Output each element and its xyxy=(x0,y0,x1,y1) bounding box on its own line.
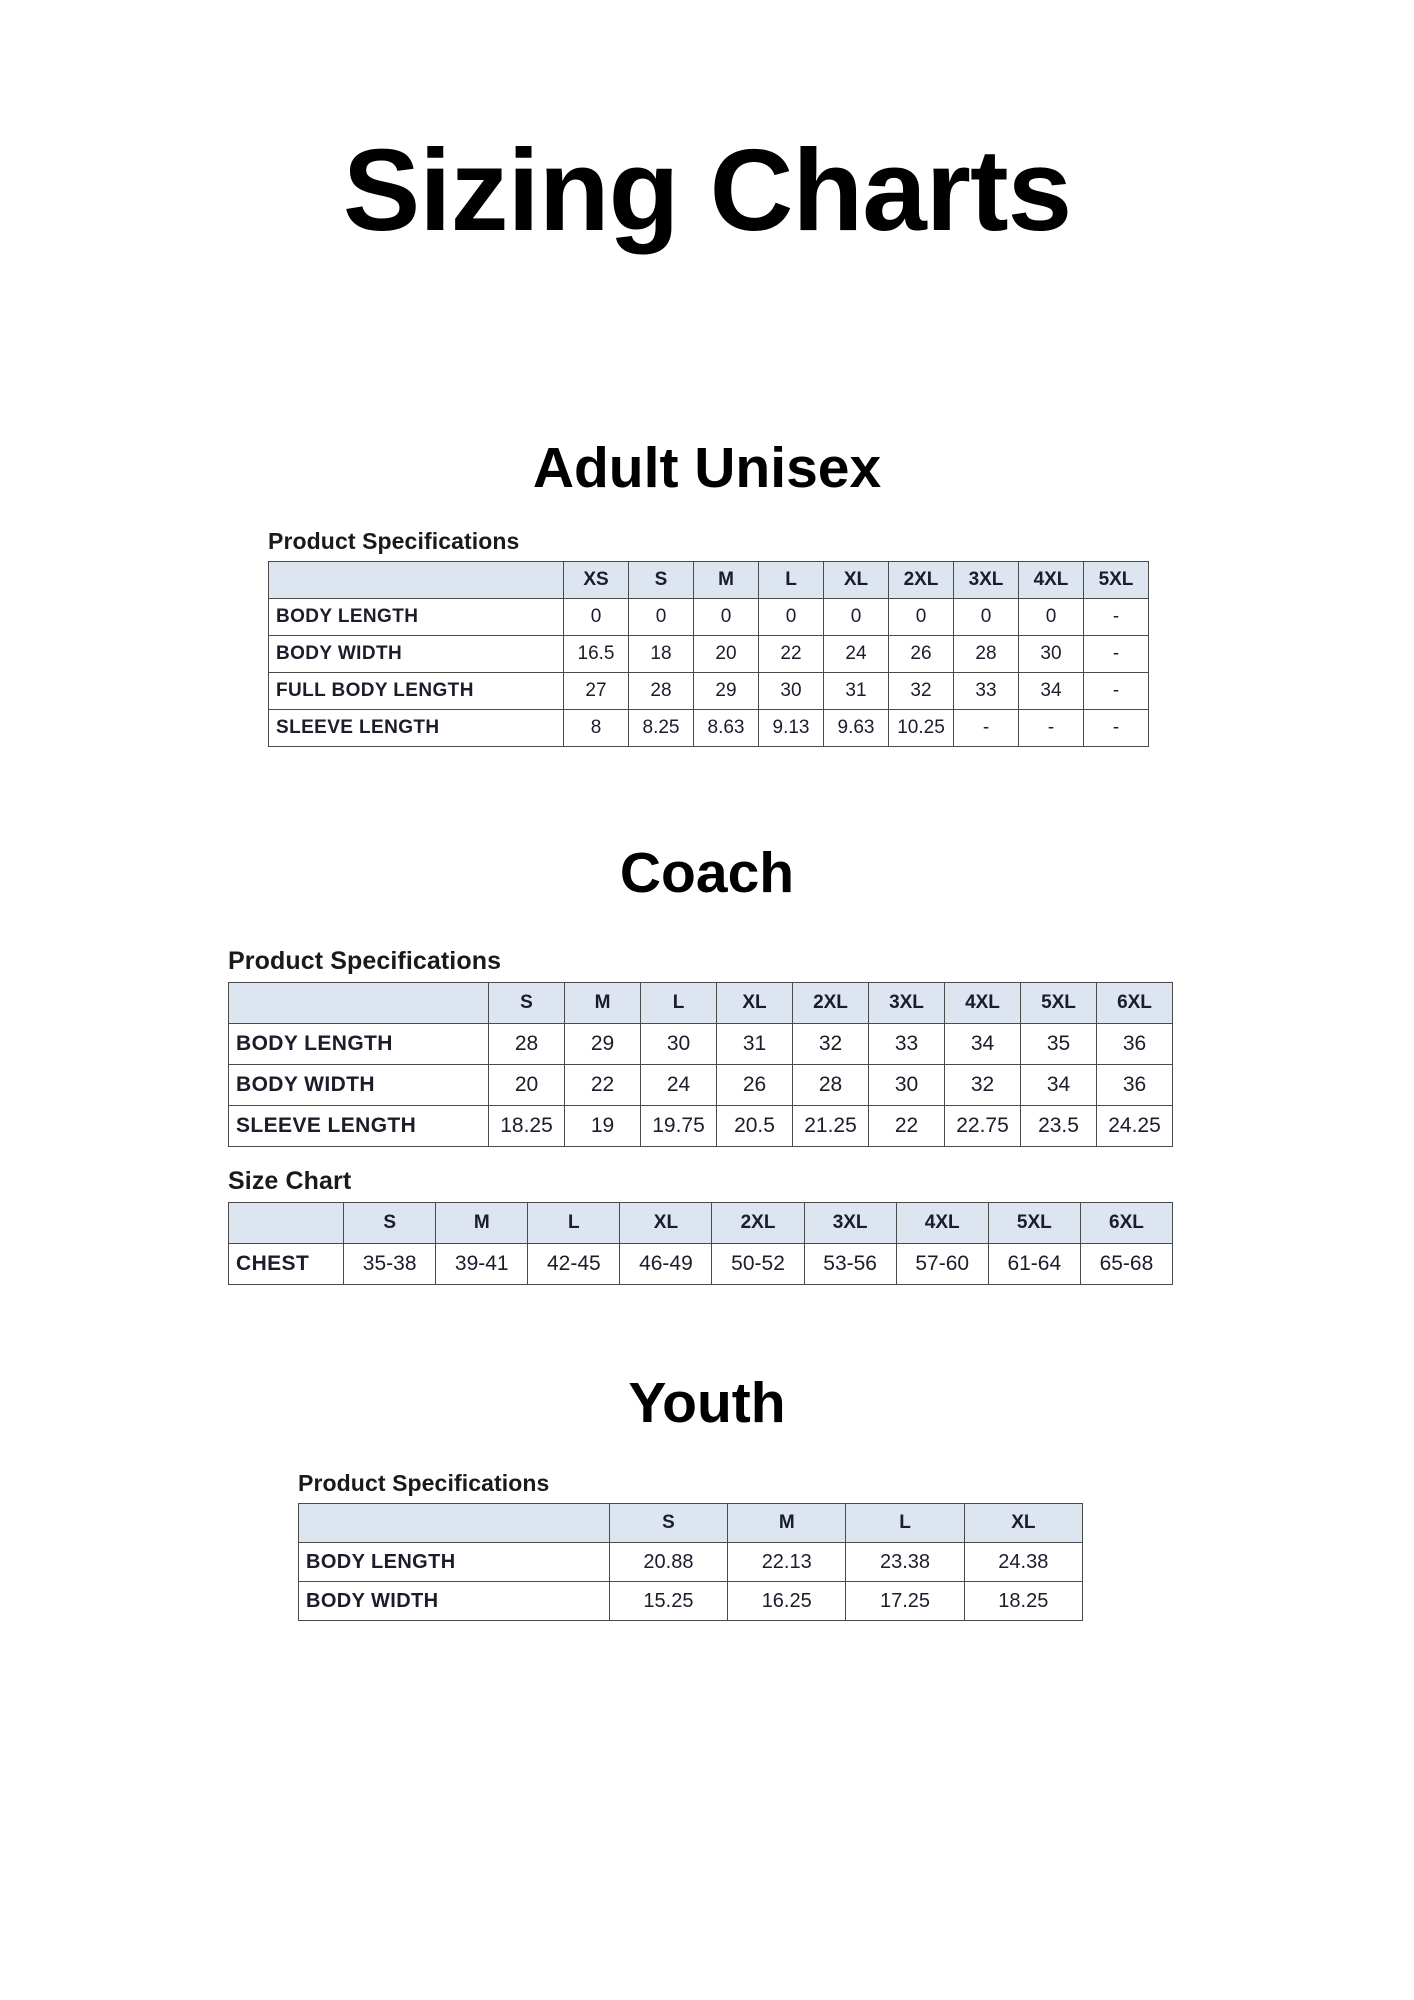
table-cell: 20 xyxy=(694,636,759,673)
table-cell: 0 xyxy=(1019,599,1084,636)
table-cell: 36 xyxy=(1097,1065,1173,1106)
table-cell: 20.88 xyxy=(609,1543,727,1582)
table-header-cell xyxy=(269,562,564,599)
table-cell: 30 xyxy=(869,1065,945,1106)
table-header-cell: 3XL xyxy=(804,1203,896,1244)
table-header-cell: 3XL xyxy=(954,562,1019,599)
row-label: BODY WIDTH xyxy=(269,636,564,673)
table-label-product-specifications-adult: Product Specifications xyxy=(268,528,520,554)
section-youth xyxy=(298,1470,1088,1621)
table-cell: 50-52 xyxy=(712,1244,804,1285)
table-adult-product-specifications xyxy=(268,561,1149,747)
table-row xyxy=(299,1543,1083,1582)
table-row xyxy=(229,1065,1173,1106)
table-cell: 8.25 xyxy=(629,710,694,747)
table-cell: 19 xyxy=(565,1106,641,1147)
table-youth-product-specifications xyxy=(298,1503,1083,1621)
table-cell: 32 xyxy=(945,1065,1021,1106)
table-cell: 22 xyxy=(565,1065,641,1106)
page-title: Sizing Charts xyxy=(342,125,1072,255)
table-row xyxy=(269,599,1149,636)
table-header-cell: L xyxy=(641,983,717,1024)
table-cell: 0 xyxy=(889,599,954,636)
table-cell: 21.25 xyxy=(793,1106,869,1147)
table-cell: 30 xyxy=(759,673,824,710)
row-label: SLEEVE LENGTH xyxy=(229,1106,489,1147)
table-cell: 61-64 xyxy=(988,1244,1080,1285)
table-cell: 10.25 xyxy=(889,710,954,747)
table-header-cell: 4XL xyxy=(896,1203,988,1244)
section-title-adult-unisex: Adult Unisex xyxy=(532,436,882,500)
table-cell: 34 xyxy=(945,1024,1021,1065)
table-cell: 28 xyxy=(489,1024,565,1065)
table-header-cell: S xyxy=(344,1203,436,1244)
table-cell: - xyxy=(1084,673,1149,710)
table-cell: 32 xyxy=(889,673,954,710)
table-header-cell: S xyxy=(629,562,694,599)
table-cell: 0 xyxy=(759,599,824,636)
table-row xyxy=(269,636,1149,673)
table-cell: 28 xyxy=(793,1065,869,1106)
table-cell: 0 xyxy=(629,599,694,636)
table-header-cell: 2XL xyxy=(889,562,954,599)
section-adult-unisex xyxy=(268,528,1148,747)
table-header-cell: M xyxy=(436,1203,528,1244)
table-header-cell: S xyxy=(489,983,565,1024)
row-label: CHEST xyxy=(229,1244,344,1285)
table-row xyxy=(299,1582,1083,1621)
table-header-cell: XL xyxy=(824,562,889,599)
table-header-cell: 5XL xyxy=(1084,562,1149,599)
table-coach-size-chart xyxy=(228,1202,1173,1285)
table-cell: 53-56 xyxy=(804,1244,896,1285)
table-header-cell: 5XL xyxy=(988,1203,1080,1244)
row-label: BODY LENGTH xyxy=(299,1543,610,1582)
table-cell: 28 xyxy=(954,636,1019,673)
table-cell: 15.25 xyxy=(609,1582,727,1621)
table-cell: 16.25 xyxy=(728,1582,846,1621)
table-cell: 27 xyxy=(564,673,629,710)
table-cell: 46-49 xyxy=(620,1244,712,1285)
table-cell: - xyxy=(954,710,1019,747)
table-header-row xyxy=(269,562,1149,599)
row-label: BODY LENGTH xyxy=(229,1024,489,1065)
table-cell: 18.25 xyxy=(964,1582,1082,1621)
table-cell: 8.63 xyxy=(694,710,759,747)
table-cell: 35-38 xyxy=(344,1244,436,1285)
table-header-cell: XL xyxy=(717,983,793,1024)
table-header-cell: 6XL xyxy=(1080,1203,1172,1244)
table-header-cell: L xyxy=(528,1203,620,1244)
row-label: FULL BODY LENGTH xyxy=(269,673,564,710)
table-cell: 26 xyxy=(889,636,954,673)
table-header-cell: 4XL xyxy=(945,983,1021,1024)
table-cell: 22 xyxy=(869,1106,945,1147)
table-cell: 26 xyxy=(717,1065,793,1106)
table-cell: 23.5 xyxy=(1021,1106,1097,1147)
table-cell: - xyxy=(1084,599,1149,636)
table-label-product-specifications-youth: Product Specifications xyxy=(298,1470,550,1496)
table-header-cell: L xyxy=(759,562,824,599)
table-cell: 33 xyxy=(954,673,1019,710)
table-header-cell: XL xyxy=(964,1504,1082,1543)
table-cell: 18 xyxy=(629,636,694,673)
table-row xyxy=(229,1106,1173,1147)
table-cell: 22.75 xyxy=(945,1106,1021,1147)
table-cell: 65-68 xyxy=(1080,1244,1172,1285)
table-header-cell: M xyxy=(565,983,641,1024)
table-header-cell: XL xyxy=(620,1203,712,1244)
table-header-cell: M xyxy=(728,1504,846,1543)
table-cell: 31 xyxy=(717,1024,793,1065)
row-label: SLEEVE LENGTH xyxy=(269,710,564,747)
table-cell: 28 xyxy=(629,673,694,710)
table-cell: 24 xyxy=(641,1065,717,1106)
table-header-cell xyxy=(229,983,489,1024)
row-label: BODY WIDTH xyxy=(229,1065,489,1106)
table-cell: 20 xyxy=(489,1065,565,1106)
table-cell: 39-41 xyxy=(436,1244,528,1285)
table-cell: 30 xyxy=(641,1024,717,1065)
table-header-cell xyxy=(229,1203,344,1244)
table-cell: 22 xyxy=(759,636,824,673)
table-header-cell: 4XL xyxy=(1019,562,1084,599)
table-row xyxy=(269,710,1149,747)
table-cell: 42-45 xyxy=(528,1244,620,1285)
table-header-cell: S xyxy=(609,1504,727,1543)
table-label-product-specifications-coach: Product Specifications xyxy=(228,947,502,975)
table-cell: 31 xyxy=(824,673,889,710)
table-cell: 19.75 xyxy=(641,1106,717,1147)
table-row xyxy=(229,1024,1173,1065)
table-header-cell xyxy=(299,1504,610,1543)
table-cell: 0 xyxy=(694,599,759,636)
table-header-cell: XS xyxy=(564,562,629,599)
table-cell: 32 xyxy=(793,1024,869,1065)
section-title-coach: Coach xyxy=(619,841,795,905)
section-coach xyxy=(228,947,1188,1285)
table-header-cell: 2XL xyxy=(712,1203,804,1244)
table-cell: 9.63 xyxy=(824,710,889,747)
table-header-cell: L xyxy=(846,1504,964,1543)
table-cell: 29 xyxy=(694,673,759,710)
table-header-cell: 6XL xyxy=(1097,983,1173,1024)
table-cell: 20.5 xyxy=(717,1106,793,1147)
table-cell: 8 xyxy=(564,710,629,747)
table-coach-product-specifications xyxy=(228,982,1173,1147)
table-cell: 34 xyxy=(1021,1065,1097,1106)
table-cell: 17.25 xyxy=(846,1582,964,1621)
table-cell: 24 xyxy=(824,636,889,673)
table-cell: 33 xyxy=(869,1024,945,1065)
table-header-cell: 3XL xyxy=(869,983,945,1024)
table-cell: 24.25 xyxy=(1097,1106,1173,1147)
table-header-row xyxy=(229,1203,1173,1244)
table-cell: 24.38 xyxy=(964,1543,1082,1582)
table-row xyxy=(269,673,1149,710)
table-cell: 36 xyxy=(1097,1024,1173,1065)
table-cell: 34 xyxy=(1019,673,1084,710)
table-cell: 0 xyxy=(564,599,629,636)
table-header-cell: M xyxy=(694,562,759,599)
row-label: BODY WIDTH xyxy=(299,1582,610,1621)
table-cell: 0 xyxy=(824,599,889,636)
table-cell: 35 xyxy=(1021,1024,1097,1065)
table-cell: 57-60 xyxy=(896,1244,988,1285)
table-header-row xyxy=(299,1504,1083,1543)
table-cell: 30 xyxy=(1019,636,1084,673)
table-header-cell: 5XL xyxy=(1021,983,1097,1024)
table-label-size-chart-coach: Size Chart xyxy=(228,1167,352,1195)
table-cell: - xyxy=(1084,636,1149,673)
table-cell: - xyxy=(1084,710,1149,747)
section-title-youth: Youth xyxy=(628,1371,786,1435)
table-cell: 9.13 xyxy=(759,710,824,747)
table-cell: 0 xyxy=(954,599,1019,636)
table-cell: - xyxy=(1019,710,1084,747)
table-cell: 18.25 xyxy=(489,1106,565,1147)
table-cell: 22.13 xyxy=(728,1543,846,1582)
table-header-row xyxy=(229,983,1173,1024)
table-cell: 29 xyxy=(565,1024,641,1065)
row-label: BODY LENGTH xyxy=(269,599,564,636)
table-cell: 16.5 xyxy=(564,636,629,673)
table-header-cell: 2XL xyxy=(793,983,869,1024)
table-row xyxy=(229,1244,1173,1285)
table-cell: 23.38 xyxy=(846,1543,964,1582)
